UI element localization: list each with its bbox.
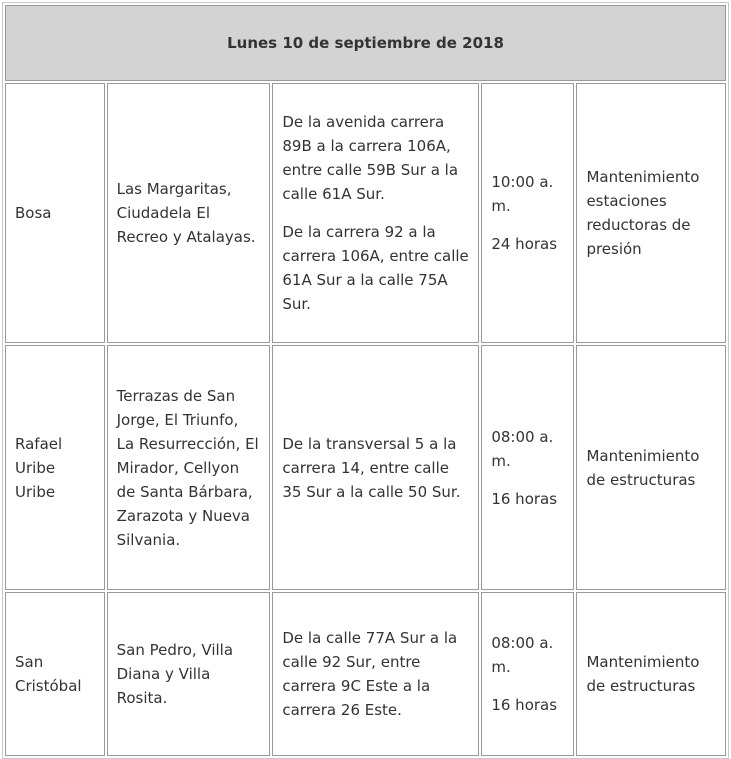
date-heading: Lunes 10 de septiembre de 2018 bbox=[5, 5, 726, 81]
start-time: 08:00 a. m. bbox=[491, 634, 554, 676]
sector-text: De la transversal 5 a la carrera 14, entre calle 35 Sur a la calle 50 Sur. bbox=[282, 434, 461, 501]
table-row bbox=[5, 592, 726, 756]
neighborhoods-cell: Las Margaritas, Ciudadela El Recreo y Atalayas. bbox=[107, 83, 271, 343]
locality-cell: Rafael Uribe Uribe bbox=[5, 345, 105, 590]
table-header-row bbox=[5, 5, 726, 81]
start-time: 08:00 a. m. bbox=[491, 427, 554, 470]
schedule-table bbox=[2, 2, 729, 759]
sector-cell bbox=[272, 83, 479, 343]
time-cell bbox=[481, 345, 574, 590]
table-row bbox=[5, 345, 726, 590]
time-cell bbox=[481, 83, 574, 343]
start-time: 10:00 a. m. bbox=[491, 173, 554, 215]
sector-text: De la carrera 92 a la carrera 106A, entre calle 61A Sur a la calle 75A Sur. bbox=[282, 223, 469, 313]
duration: 16 horas bbox=[491, 489, 558, 508]
sector-cell bbox=[272, 592, 479, 756]
locality-cell: Bosa bbox=[5, 83, 105, 343]
table-row bbox=[5, 83, 726, 343]
reason-cell: Mantenimiento estaciones reductoras de presión bbox=[576, 83, 726, 343]
time-cell bbox=[481, 592, 574, 756]
duration: 16 horas bbox=[491, 696, 558, 714]
locality-cell: San Cristóbal bbox=[5, 592, 105, 756]
duration: 24 horas bbox=[491, 235, 558, 253]
sector-text: De la avenida carrera 89B a la carrera 106A, entre calle 59B Sur a la calle 61A Sur. bbox=[282, 113, 459, 203]
neighborhoods-cell: Terrazas de San Jorge, El Triunfo, La Resurrección, El Mirador, Cellyon de Santa Bárbara, Zarazota y Nueva Silvania. bbox=[107, 345, 271, 590]
neighborhoods-cell: San Pedro, Villa Diana y Villa Rosita. bbox=[107, 592, 271, 756]
reason-cell: Mantenimiento de estructuras bbox=[576, 345, 726, 590]
sector-cell bbox=[272, 345, 479, 590]
reason-cell: Mantenimiento de estructuras bbox=[576, 592, 726, 756]
sector-text: De la calle 77A Sur a la calle 92 Sur, entre carrera 9C Este a la carrera 26 Este. bbox=[282, 629, 458, 719]
